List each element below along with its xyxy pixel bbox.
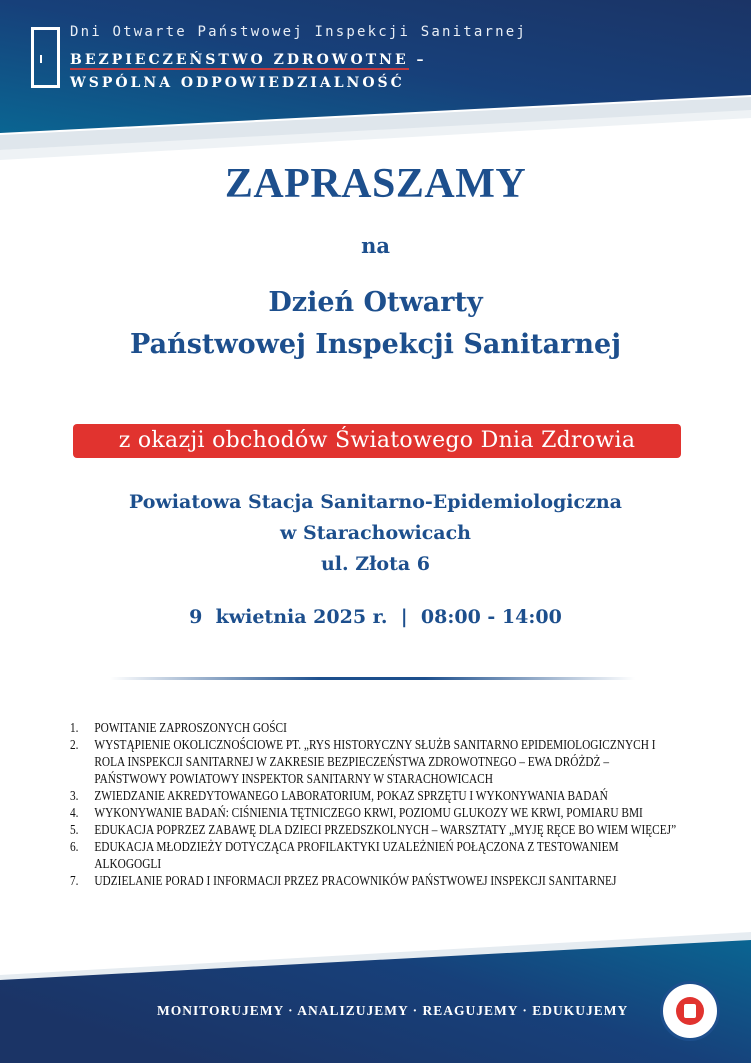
- list-text: WYKONYWANIE BADAŃ: CIŚNIENIA TĘTNICZEGO KRWI, POZIOMU GLUKOZY WE KRWI, POMIARU BMI: [94, 805, 643, 820]
- address: [0, 487, 751, 580]
- page-title: ZAPRASZAMY: [224, 161, 527, 207]
- header-slogan-main: BEZPIECZEŃSTWO ZDROWOTNE: [70, 52, 409, 68]
- list-number: 7.: [70, 873, 79, 888]
- psse-logo-icon: [660, 981, 720, 1041]
- list-text: EDUKACJA MŁODZIEŻY DOTYCZĄCA PROFILAKTYKI UZALEŻNIEŃ POŁĄCZONA Z TESTOWANIEM ALKOGOGLI: [94, 839, 619, 871]
- logo-red-disc: [676, 997, 704, 1025]
- list-text: UDZIELANIE PORAD I INFORMACJI PRZEZ PRACOWNIKÓW PAŃSTWOWEJ INSPEKCJI SANITARNEJ: [94, 873, 617, 888]
- door-logo-icon: [31, 27, 60, 88]
- list-number: 1.: [70, 720, 79, 735]
- list-item: [70, 719, 683, 736]
- header-subtitle: Dni Otwarte Państwowej Inspekcji Sanitarnej: [70, 24, 528, 40]
- list-number: 6.: [70, 839, 79, 854]
- footer-slogan: MONITORUJEMY · ANALIZUJEMY · REAGUJEMY · EDUKUJEMY: [157, 1003, 629, 1018]
- title-connector: na: [361, 233, 390, 258]
- event-name-line1: Dzień Otwarty: [268, 287, 483, 318]
- footer-background: [0, 920, 751, 1063]
- occasion-banner: z okazji obchodów Światowego Dnia Zdrowia: [73, 424, 681, 458]
- header-slogan-line1: [70, 52, 427, 68]
- list-number: 4.: [70, 805, 79, 820]
- header-slogan-dash: –: [408, 52, 427, 68]
- list-item: [70, 787, 683, 804]
- list-item: [70, 821, 683, 838]
- list-number: 3.: [70, 788, 79, 803]
- event-date: 9 kwietnia 2025 r. | 08:00 - 14:00: [189, 606, 562, 628]
- list-number: 2.: [70, 737, 79, 752]
- list-text: ZWIEDZANIE AKREDYTOWANEGO LABORATORIUM, POKAZ SPRZĘTU I WYKONYWANIA BADAŃ: [94, 788, 608, 803]
- list-text: EDUKACJA POPRZEZ ZABAWĘ DLA DZIECI PRZEDSZKOLNYCH – WARSZTATY „MYJĘ RĘCE BO WIEM WIĘCEJ”: [94, 822, 677, 837]
- event-name-line2: Państwowej Inspekcji Sanitarnej: [130, 329, 621, 360]
- list-text: WYSTĄPIENIE OKOLICZNOŚCIOWE PT. „RYS HISTORYCZNY SŁUŻB SANITARNO EPIDEMIOLOGICZNYCH I ROLA INSPEKCJI SANITARNEJ W ZAKRESIE BEZPIECZEŃSTWA ZDROWOTNEGO – EWA DRÓŻDŻ – PAŃSTWOWY POWIATOWY INSPEKTOR SANITARNY W STARACHOWICACH: [94, 737, 656, 786]
- address-line: ul. Złota 6: [320, 553, 431, 575]
- agenda-list: [70, 719, 683, 889]
- list-number: 5.: [70, 822, 79, 837]
- address-line: Powiatowa Stacja Sanitarno-Epidemiologiczna: [128, 491, 622, 513]
- list-item: [70, 736, 683, 787]
- list-item: [70, 804, 683, 821]
- list-text: POWITANIE ZAPROSZONYCH GOŚCI: [94, 720, 287, 735]
- divider: [110, 677, 635, 680]
- list-item: [70, 838, 683, 872]
- event-name: [0, 282, 751, 366]
- address-line: w Starachowicach: [280, 522, 471, 544]
- header-slogan-line2: WSPÓLNA ODPOWIEDZIALNOŚĆ: [70, 75, 405, 91]
- list-item: [70, 872, 683, 889]
- eagle-icon: [684, 1004, 696, 1018]
